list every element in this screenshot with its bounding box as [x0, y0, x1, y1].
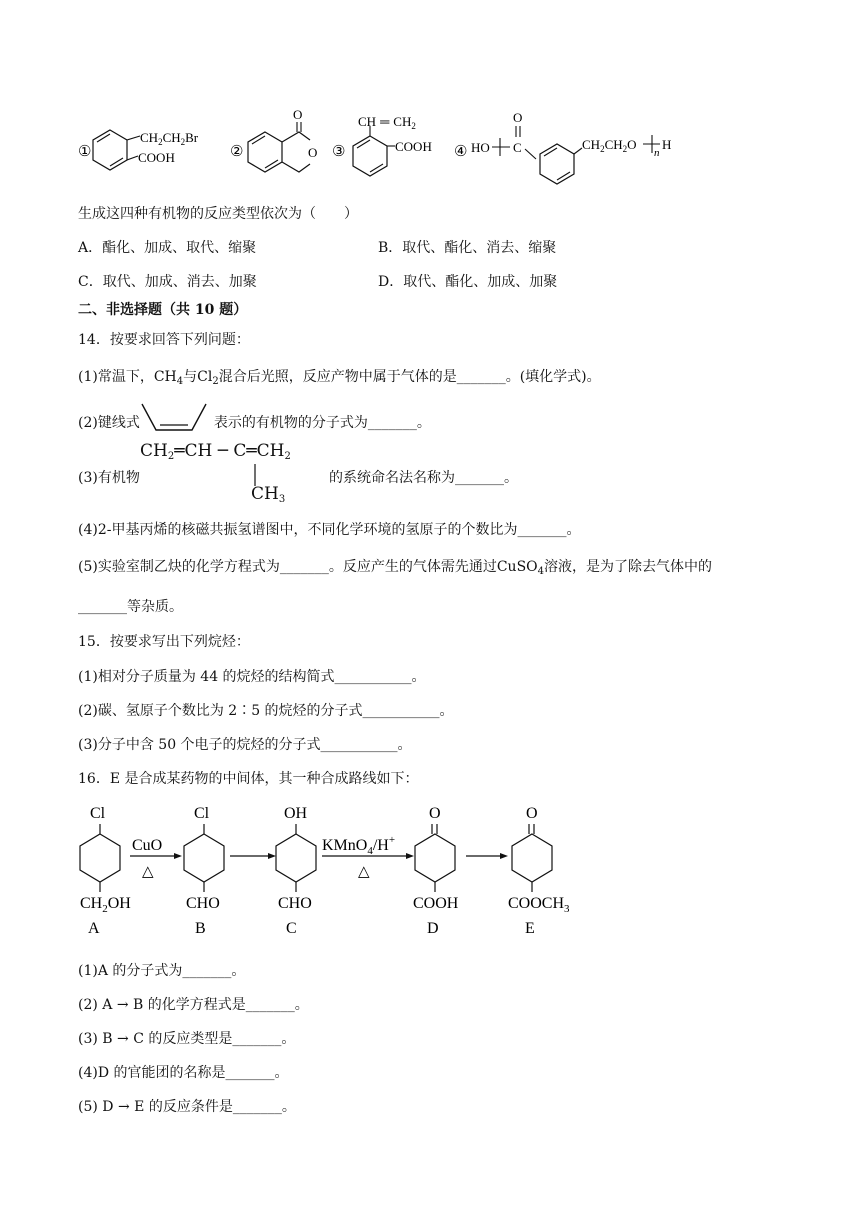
compound-b — [184, 805, 224, 937]
svg-text:CH2CH2O: $CH_2CH_2O$ — [582, 137, 637, 154]
q16-part-1: (1)A 的分子式为_______。 — [78, 963, 246, 979]
svg-text:HO: HO — [471, 140, 490, 155]
q14-part-5: (5)实验室制乙炔的化学方程式为_______。反应产生的气体需先通过CuSO$_4$溶液，是为了除去气体中的 — [78, 559, 713, 577]
svg-text:CH2CH2Br: $CH_2CH_2Br$ — [140, 130, 199, 147]
svg-text:CH═CH2: CH ═ $CH_2$ — [358, 114, 416, 131]
svg-text:C: C — [513, 140, 522, 155]
compound-d — [413, 805, 459, 937]
svg-text:O: O — [308, 145, 318, 160]
svg-text:C: C — [286, 920, 297, 937]
arrow-4 — [466, 853, 508, 859]
arrow-cuo — [130, 837, 182, 880]
svg-text:A: A — [88, 920, 100, 937]
svg-text:O: O — [293, 107, 303, 122]
svg-text:CHO: CHO — [278, 895, 312, 912]
svg-text:CHO: CHO — [186, 895, 220, 912]
svg-text:E: E — [525, 920, 535, 937]
structure-2-number: ② — [230, 144, 244, 160]
svg-text:△: △ — [358, 864, 370, 880]
section-heading: 二、非选择题（共 10 题） — [78, 302, 248, 318]
q14-part-3-b: 的系统命名法名称为_______。 — [329, 470, 518, 486]
svg-text:COOH: COOH — [138, 150, 175, 165]
q16-part-5: (5) D → E 的反应条件是_______。 — [78, 1099, 296, 1115]
arrow-kmno4 — [322, 834, 414, 880]
svg-text:D: D — [427, 920, 439, 937]
q14-part-5-cont: _______等杂质。 — [78, 599, 183, 615]
q15-part-3: (3)分子中含 50 个电子的烷烃的分子式___________。 — [78, 737, 412, 753]
svg-text:O: O — [513, 110, 523, 125]
q13-structures — [70, 104, 690, 194]
svg-text:KMnO4/H+: KMnO$_4$/H+ — [322, 834, 396, 857]
q16-part-4: (4)D 的官能团的名称是_______。 — [78, 1065, 289, 1081]
svg-text:B: B — [195, 920, 206, 937]
q15-part-1: (1)相对分子质量为 44 的烷烃的结构简式___________。 — [78, 669, 426, 685]
svg-text:O: O — [429, 805, 441, 822]
structure-4-number: ④ — [454, 144, 468, 160]
structure-3 — [332, 114, 432, 176]
svg-text:CuO: CuO — [132, 837, 163, 854]
q13-option-d: D．取代、酯化、加成、加聚 — [378, 274, 558, 290]
q14-part-4: (4)2-甲基丙烯的核磁共振氢谱图中，不同化学环境的氢原子的个数比为_______。 — [78, 522, 581, 538]
svg-text:Cl: Cl — [194, 805, 210, 822]
structure-1 — [78, 130, 199, 170]
structure-3-number: ③ — [332, 144, 346, 160]
compound-e — [508, 805, 570, 937]
synthesis-scheme — [70, 796, 630, 946]
svg-text:O: O — [526, 805, 538, 822]
structure-2 — [230, 107, 317, 172]
svg-text:△: △ — [142, 864, 154, 880]
methyl-group: $CH_3$ — [251, 484, 286, 505]
svg-text:n: n — [654, 147, 660, 159]
q16-part-2: (2) A → B 的化学方程式是_______。 — [78, 997, 309, 1013]
q15-stem: 15．按要求写出下列烷烃： — [78, 634, 250, 650]
svg-text:COOH: COOH — [395, 139, 432, 154]
svg-text:COOCH3: $COOCH_3$ — [508, 895, 570, 915]
q16-stem: 16．E 是合成某药物的中间体，其一种合成路线如下： — [78, 771, 419, 787]
q14-part-2: (2)键线式 表示的有机物的分子式为_______。 — [78, 415, 431, 431]
q13-option-a: A．酯化、加成、取代、缩聚 — [78, 240, 257, 256]
structure-1-number: ① — [78, 144, 92, 160]
q14-part-1: (1)常温下，$CH_4$与$Cl_2$混合后光照，反应产物中属于气体的是_______。(填化学式)。 — [78, 369, 601, 387]
q15-part-2: (2)碳、氢原子个数比为 2∶5 的烷烃的分子式___________。 — [78, 703, 454, 719]
q14-stem: 14．按要求回答下列问题： — [78, 332, 250, 348]
compound-c — [276, 805, 316, 937]
svg-text:Cl: Cl — [90, 805, 106, 822]
svg-text:OH: OH — [284, 805, 308, 822]
svg-text:CH2OH: $CH_2OH$ — [80, 895, 131, 915]
compound-a — [80, 805, 131, 937]
q13-stem: 生成这四种有机物的反应类型依次为（ ） — [78, 206, 358, 222]
q16-part-3: (3) B → C 的反应类型是_______。 — [78, 1031, 296, 1047]
q13-option-c: C．取代、加成、消去、加聚 — [78, 274, 257, 290]
q13-option-b: B．取代、酯化、消去、缩聚 — [378, 240, 557, 256]
svg-text:H: H — [662, 137, 672, 152]
svg-text:COOH: COOH — [413, 895, 459, 912]
structure-4 — [454, 110, 671, 184]
q14-part-3-a: (3)有机物 — [78, 470, 140, 486]
arrow-2 — [230, 853, 276, 859]
q14-part-3-formula: $CH_2═CH$ ─ $C═CH_2$ — [140, 441, 291, 462]
skeletal-formula — [138, 400, 212, 434]
